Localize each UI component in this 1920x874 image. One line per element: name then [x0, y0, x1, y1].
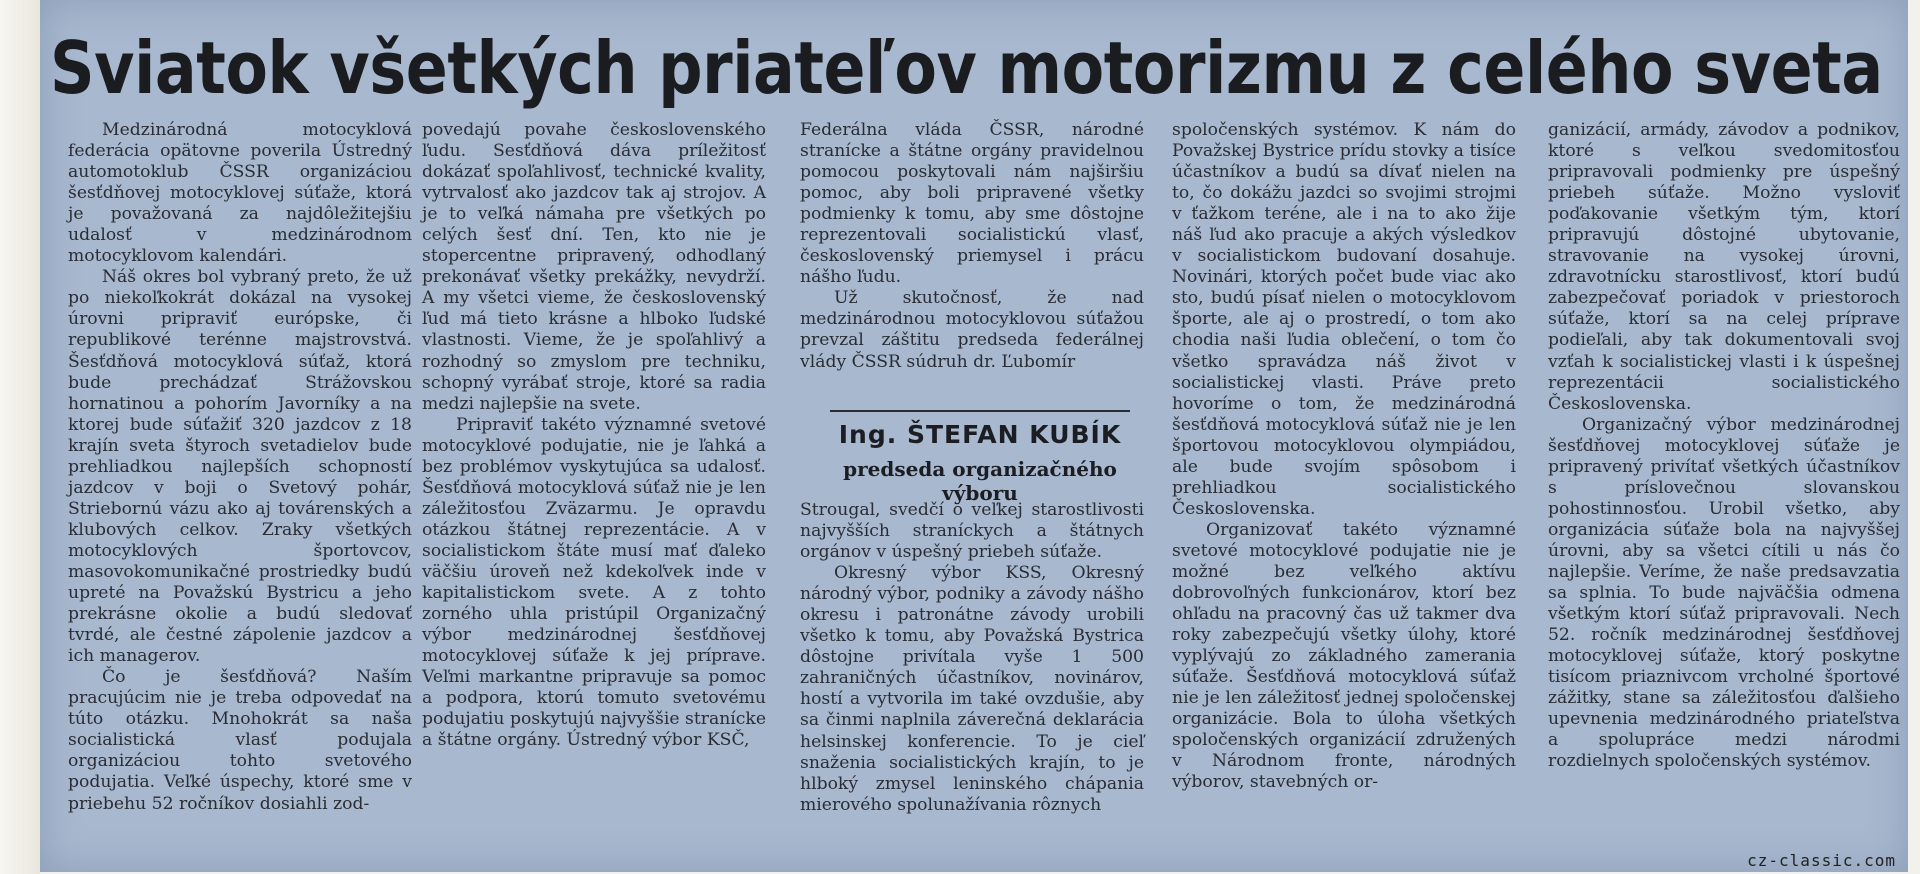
paragraph: Už skutočnosť, že nad medzinárodnou motocyklovou súťažou prevzal záštitu predseda federálnej vlády ČSSR súdruh dr. Ľubomír — [800, 288, 1144, 372]
author-role: predseda organizačného výboru — [843, 457, 1117, 505]
paragraph: Organizačný výbor medzinárodnej šesťdňovej motocyklovej súťaže je pripravený privítať všetkých účastníkov s príslovečnou slovanskou pohostinnosťou. Urobil všetko, aby organizácia súťaže bola na najvyššej úrovni, aby sa všetci cítili u nás čo najlepšie. Veríme, že naše predsavzatia sa splnia. To bude najväčšia odmena všetkým ktorí súťaž pripravovali. Nech 52. ročník medzinárodnej šesťdňovej motocyklovej súťaže, ktorý poskytne tisícom priaznivcom vrcholné športové zážitky, stane sa záležitosťou ďalšieho upevnenia medzinárodného priateľstva a spolupráce medzi národmi rozdielnych spoločenských systémov. — [1548, 414, 1900, 772]
author-byline — [810, 410, 1150, 514]
paragraph: Okresný výbor KSS, Okresný národný výbor, podniky a závody nášho okresu i patronátne závody urobili všetko k tomu, aby Považská Bystrica dôstojne privítala vyše 1 500 zahraničných účastníkov, novinárov, hostí a vytvorila im také ovzdušie, aby sa činmi naplnila záverečná deklarácia helsinskej konferencie. To je cieľ snaženia socialistických krajín, to je hlboký zmysel leninského chápania mierového spolunažívania rôznych — [800, 563, 1144, 815]
paragraph: Čo je šesťdňová? Naším pracujúcim nie je treba odpovedať na túto otázku. Mnohokrát sa naša socialistická vlasť podujala organizáciou tohto svetového podujatia. Veľké úspechy, ktoré sme v priebehu 52 ročníkov dosiahli zod- — [68, 667, 412, 814]
article-column-2 — [422, 120, 766, 751]
paragraph: Pripraviť takéto významné svetové motocyklové podujatie, nie je ľahká a bez problémov vyskytujúca sa udalosť. Šesťdňová motocyklová súťaž nie je len záležitosťou Zväzarmu. Je opravdu otázkou štátnej reprezentácie. A v socialistickom štáte musí mať ďaleko väčšiu úroveň než kdekoľvek inde v kapitalistickom svete. A z tohto zorného uhla pristúpil Organizačný výbor medzinárodnej šesťdňovej motocyklovej súťaže k jej príprave. Veľmi markantne pripravuje sa pomoc a podpora, ktorú tomuto svetovému podujatiu poskytujú najvyššie stranícke a štátne orgány. Ústredný výbor KSČ, — [422, 414, 766, 751]
paragraph: Medzinárodná motocyklová federácia opätovne poverila Ústredný automotoklub ČSSR organizáciou šesťdňovej motocyklovej súťaže, ktorá je považovaná za najdôležitejšiu udalosť v medzinárodnom motocyklovom kalendári. — [68, 120, 412, 267]
article-column-3 — [800, 120, 1144, 373]
paragraph: Organizovať takéto významné svetové motocyklové podujatie nie je možné bez veľkého aktívu dobrovoľných funkcionárov, ktorí bez ohľadu na pracovný čas už takmer dva roky zabezpečujú všetky úlohy, ktoré vyplývajú zo základného zamerania súťaže. Šesťdňová motocyklová súťaž nie je len záležitosť jednej spoločenskej organizácie. Bola to úloha všetkých spoločenských organizácií združených v Národnom fronte, národných výborov, stavebných or- — [1172, 519, 1516, 793]
article-column-1 — [68, 120, 412, 815]
article-column-5 — [1548, 120, 1900, 772]
paragraph: spoločenských systémov. K nám do Považskej Bystrice prídu stovky a tisíce účastníkov a budú sa dívať nielen na to, čo dokážu jazdci so svojimi strojmi v ťažkom teréne, ale i na to ako žije náš ľud ako pracuje a akých výsledkov v socialistickom budovaní dosahuje. Novinári, ktorých počet bude viac ako sto, budú písať nielen o motocyklovom športe, ale aj o prostredí, o tom ako chodia naši ľudia oblečení, o tom čo všetko spravádza náš život v socialistickej vlasti. Práve preto hovoríme o tom, že medzinárodná šesťdňová motocyklová súťaž nie je len športovou motocyklovou olympiádou, ale bude svojím spôsobom i prehliadkou socialistického Československa. — [1172, 120, 1516, 519]
watermark: cz-classic.com — [1747, 851, 1896, 870]
paragraph: Federálna vláda ČSSR, národné stranícke a štátne orgány pravidelnou pomocou poskytovali nám najširšiu pomoc, aby boli pripravené všetky podmienky k tomu, aby sme dôstojne reprezentovali socialistickú vlasť, československý priemysel i prácu nášho ľudu. — [800, 120, 1144, 288]
scan-margin — [0, 0, 40, 874]
author-name: Ing. ŠTEFAN KUBÍK — [838, 420, 1122, 449]
paragraph: Strougal, svedčí o veľkej starostlivosti najvyšších straníckych a štátnych orgánov v úspešný priebeh súťaže. — [800, 500, 1144, 563]
article-column-3-continued — [800, 500, 1144, 816]
paragraph: ganizácií, armády, závodov a podnikov, ktoré s veľkou svedomitosťou pripravovali podmienky pre úspešný priebeh súťaže. Možno vysloviť poďakovanie všetkým tým, ktorí pripravujú dôstojné ubytovanie, stravovanie na vysokej úrovni, zdravotnícku starostlivosť, ktorí budú zabezpečovať poriadok v priestoroch súťaže, ktorí sa na celej príprave podieľali, aby tak dokumentovali svoj vzťah k socialistickej vlasti i k úspešnej reprezentácii socialistického Československa. — [1548, 120, 1900, 414]
paragraph: povedajú povahe československého ľudu. Sesťdňová dáva príležitosť dokázať spoľahlivosť, technické kvality, vytrvalosť ako jazdcov tak aj strojov. A je to veľká námaha pre všetkých po celých šesť dní. Ten, kto nie je stopercentne pripravený, odhodlaný prekonávať všetky prekážky, nevydrží. A my všetci vieme, že československý ľud má tieto krásne a hlboko ľudské vlastnosti. Vieme, že je spoľahlivý a rozhodný so zmyslom pre techniku, schopný vyrábať stroje, ktoré sa radia medzi najlepšie na svete. — [422, 120, 766, 414]
article-column-4 — [1172, 120, 1516, 794]
paragraph: Náš okres bol vybraný preto, že už po niekoľkokrát dokázal na vysokej úrovni pripraviť európske, či republikové terénne majstrovstvá. Šesťdňová motocyklová súťaž, ktorá bude prechádzať Strážovskou hornatinou a pohorím Javorníky a na ktorej bude súťažiť 320 jazdcov z 18 krajín sveta štyroch svetadielov bude prehliadkou najlepších schopností jazdcov v boji o Svetový pohár, Striebornú vázu ako aj továrenských a klubových celkov. Zraky všetkých motocyklových športovcov, masovokomunikačné prostriedky budú upreté na Považskú Bystricu a jeho prekrásne okolie a budú sledovať tvrdé, ale čestné zápolenie jazdcov a ich managerov. — [68, 267, 412, 667]
divider — [830, 410, 1130, 412]
headline: Sviatok všetkých priateľov motorizmu z celého sveta — [50, 26, 1883, 110]
